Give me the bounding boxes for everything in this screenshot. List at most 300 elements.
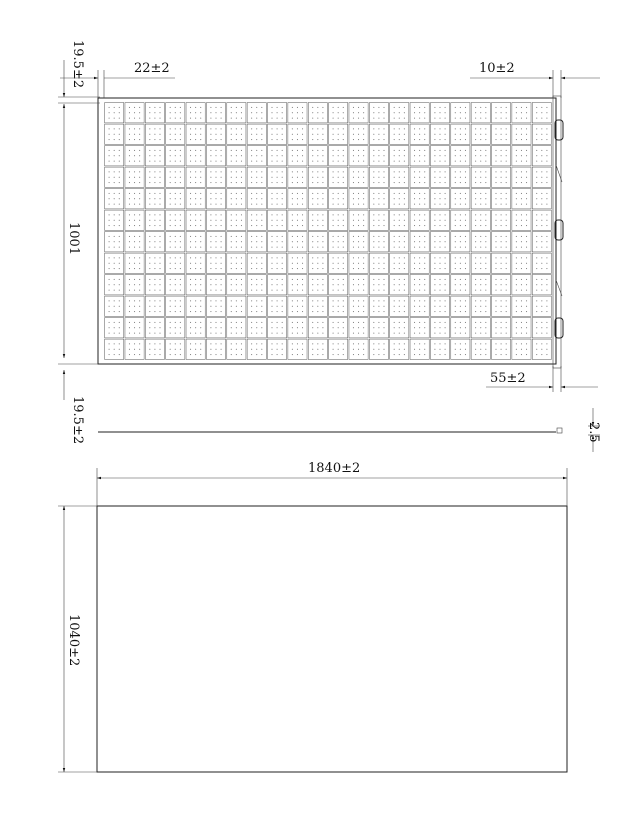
cell-dot xyxy=(475,306,476,307)
cell-dot xyxy=(231,343,232,344)
cell-dot xyxy=(180,343,181,344)
cell-dot xyxy=(343,155,344,156)
cell-dot xyxy=(190,349,191,350)
cell-dot xyxy=(180,182,181,183)
cell-dot xyxy=(353,300,354,301)
cell-dot xyxy=(119,155,120,156)
cell-dot xyxy=(404,263,405,264)
cell-dot xyxy=(190,247,191,248)
cell-dot xyxy=(383,182,384,183)
cell-dot xyxy=(159,177,160,178)
cell-dot xyxy=(302,225,303,226)
cell-dot xyxy=(215,322,216,323)
cell-dot xyxy=(516,257,517,258)
cell-dot xyxy=(271,354,272,355)
cell-dot xyxy=(256,150,257,151)
cell-dot xyxy=(119,279,120,280)
cell-dot xyxy=(180,155,181,156)
cell-dot xyxy=(297,214,298,215)
cell-dot xyxy=(343,322,344,323)
cell-dot xyxy=(419,349,420,350)
cell-dot xyxy=(501,327,502,328)
cell-dot xyxy=(282,128,283,129)
cell-dot xyxy=(546,311,547,312)
cell-dot xyxy=(134,193,135,194)
cell-dot xyxy=(180,257,181,258)
cell-dot xyxy=(404,214,405,215)
cell-dot xyxy=(231,107,232,108)
cell-dot xyxy=(241,161,242,162)
cell-dot xyxy=(271,268,272,269)
cell-dot xyxy=(119,134,120,135)
cell-dot xyxy=(175,322,176,323)
cell-dot xyxy=(378,241,379,242)
cell-dot xyxy=(159,225,160,226)
cell-dot xyxy=(399,349,400,350)
cell-dot xyxy=(175,193,176,194)
cell-dot xyxy=(221,193,222,194)
cell-dot xyxy=(373,247,374,248)
cell-dot xyxy=(170,134,171,135)
cell-dot xyxy=(236,263,237,264)
cell-dot xyxy=(271,247,272,248)
cell-dot xyxy=(261,128,262,129)
cell-dot xyxy=(485,107,486,108)
cell-dot xyxy=(292,236,293,237)
cell-dot xyxy=(333,236,334,237)
cell-dot xyxy=(261,155,262,156)
cell-dot xyxy=(139,139,140,140)
cell-dot xyxy=(455,290,456,291)
cell-dot xyxy=(383,284,384,285)
cell-dot xyxy=(445,257,446,258)
cell-dot xyxy=(221,155,222,156)
cell-dot xyxy=(236,354,237,355)
cell-dot xyxy=(394,139,395,140)
cell-dot xyxy=(119,118,120,119)
cell-dot xyxy=(292,279,293,280)
cell-dot xyxy=(465,290,466,291)
cell-dot xyxy=(297,225,298,226)
cell-dot xyxy=(506,161,507,162)
cell-dot xyxy=(312,112,313,113)
cell-dot xyxy=(302,171,303,172)
cell-dot xyxy=(317,236,318,237)
cell-dot xyxy=(251,322,252,323)
cell-dot xyxy=(231,155,232,156)
cell-dot xyxy=(485,257,486,258)
cell-dot xyxy=(419,204,420,205)
cell-dot xyxy=(373,333,374,334)
cell-dot xyxy=(271,284,272,285)
cell-dot xyxy=(215,290,216,291)
cell-dot xyxy=(241,354,242,355)
cell-dot xyxy=(297,241,298,242)
cell-dot xyxy=(109,155,110,156)
cell-dot xyxy=(149,263,150,264)
cell-dot xyxy=(114,257,115,258)
cell-dot xyxy=(154,198,155,199)
cell-dot xyxy=(383,247,384,248)
cell-dot xyxy=(394,284,395,285)
cell-dot xyxy=(343,257,344,258)
cell-dot xyxy=(139,241,140,242)
cell-dot xyxy=(419,263,420,264)
cell-dot xyxy=(236,241,237,242)
cell-dot xyxy=(159,241,160,242)
cell-dot xyxy=(363,327,364,328)
cell-dot xyxy=(526,220,527,221)
cell-dot xyxy=(139,182,140,183)
cell-dot xyxy=(210,257,211,258)
cell-dot xyxy=(190,171,191,172)
cell-dot xyxy=(231,182,232,183)
cell-dot xyxy=(317,279,318,280)
cell-dot xyxy=(506,193,507,194)
cell-dot xyxy=(134,182,135,183)
cell-dot xyxy=(190,306,191,307)
cell-dot xyxy=(434,171,435,172)
cell-dot xyxy=(383,306,384,307)
cell-dot xyxy=(445,290,446,291)
cell-dot xyxy=(363,161,364,162)
cell-dot xyxy=(231,128,232,129)
cell-dot xyxy=(373,306,374,307)
cell-dot xyxy=(485,322,486,323)
cell-dot xyxy=(343,333,344,334)
cell-dot xyxy=(322,349,323,350)
cell-dot xyxy=(480,214,481,215)
cell-dot xyxy=(338,177,339,178)
cell-dot xyxy=(139,112,140,113)
cell-dot xyxy=(495,107,496,108)
cell-dot xyxy=(521,198,522,199)
cell-dot xyxy=(149,128,150,129)
cell-dot xyxy=(445,354,446,355)
cell-dot xyxy=(445,268,446,269)
cell-dot xyxy=(322,300,323,301)
cell-dot xyxy=(175,107,176,108)
cell-dot xyxy=(521,220,522,221)
cell-dot xyxy=(277,349,278,350)
cell-dot xyxy=(378,155,379,156)
cell-dot xyxy=(501,322,502,323)
cell-dot xyxy=(277,214,278,215)
cell-dot xyxy=(333,182,334,183)
cell-dot xyxy=(445,349,446,350)
cell-dot xyxy=(236,333,237,334)
cell-dot xyxy=(541,236,542,237)
cell-dot xyxy=(271,193,272,194)
cell-dot xyxy=(210,236,211,237)
cell-dot xyxy=(353,268,354,269)
cell-dot xyxy=(210,204,211,205)
cell-dot xyxy=(343,134,344,135)
cell-dot xyxy=(414,198,415,199)
cell-dot xyxy=(139,354,140,355)
cell-dot xyxy=(292,134,293,135)
cell-dot xyxy=(134,134,135,135)
cell-dot xyxy=(383,198,384,199)
cell-dot xyxy=(312,134,313,135)
cell-dot xyxy=(338,193,339,194)
cell-dot xyxy=(231,177,232,178)
cell-dot xyxy=(455,220,456,221)
cell-dot xyxy=(215,311,216,312)
cell-dot xyxy=(485,112,486,113)
cell-dot xyxy=(200,349,201,350)
cell-dot xyxy=(404,150,405,151)
cell-dot xyxy=(236,155,237,156)
cell-dot xyxy=(159,150,160,151)
cell-dot xyxy=(221,290,222,291)
cell-dot xyxy=(475,171,476,172)
cell-dot xyxy=(455,182,456,183)
cell-dot xyxy=(338,311,339,312)
cell-dot xyxy=(521,150,522,151)
cell-dot xyxy=(231,279,232,280)
cell-dot xyxy=(256,306,257,307)
cell-dot xyxy=(414,204,415,205)
cell-dot xyxy=(129,139,130,140)
cell-dot xyxy=(424,300,425,301)
cell-dot xyxy=(114,150,115,151)
cell-dot xyxy=(541,128,542,129)
cell-dot xyxy=(546,354,547,355)
cell-dot xyxy=(434,118,435,119)
cell-dot xyxy=(129,193,130,194)
cell-dot xyxy=(475,300,476,301)
cell-dot xyxy=(221,214,222,215)
cell-dot xyxy=(317,220,318,221)
cell-dot xyxy=(445,107,446,108)
cell-dot xyxy=(134,306,135,307)
cell-dot xyxy=(546,118,547,119)
cell-dot xyxy=(434,241,435,242)
cell-dot xyxy=(134,128,135,129)
cell-dot xyxy=(373,241,374,242)
cell-dot xyxy=(277,241,278,242)
cell-dot xyxy=(363,150,364,151)
cell-dot xyxy=(134,214,135,215)
cell-dot xyxy=(465,118,466,119)
cell-dot xyxy=(399,279,400,280)
cell-dot xyxy=(251,268,252,269)
cell-dot xyxy=(180,311,181,312)
cell-dot xyxy=(526,225,527,226)
cell-dot xyxy=(419,290,420,291)
cell-dot xyxy=(109,161,110,162)
cell-dot xyxy=(378,118,379,119)
cell-dot xyxy=(373,322,374,323)
cell-dot xyxy=(506,107,507,108)
cell-dot xyxy=(455,193,456,194)
cell-dot xyxy=(271,204,272,205)
cell-dot xyxy=(119,241,120,242)
cell-dot xyxy=(480,134,481,135)
cell-dot xyxy=(424,107,425,108)
cell-dot xyxy=(277,155,278,156)
cell-dot xyxy=(480,354,481,355)
cell-dot xyxy=(460,327,461,328)
cell-dot xyxy=(541,182,542,183)
cell-dot xyxy=(190,198,191,199)
cell-dot xyxy=(521,193,522,194)
cell-dot xyxy=(271,306,272,307)
cell-dot xyxy=(241,322,242,323)
cell-dot xyxy=(215,300,216,301)
cell-dot xyxy=(424,327,425,328)
cell-dot xyxy=(282,354,283,355)
cell-dot xyxy=(134,322,135,323)
cell-dot xyxy=(455,118,456,119)
cell-dot xyxy=(297,306,298,307)
cell-dot xyxy=(109,284,110,285)
cell-dot xyxy=(190,333,191,334)
cell-dot xyxy=(536,306,537,307)
cell-dot xyxy=(292,290,293,291)
cell-dot xyxy=(439,306,440,307)
cell-dot xyxy=(434,177,435,178)
dim-height: 1001 xyxy=(66,222,81,256)
cell-dot xyxy=(353,107,354,108)
cell-dot xyxy=(414,134,415,135)
cell-dot xyxy=(109,150,110,151)
cell-dot xyxy=(546,284,547,285)
cell-dot xyxy=(455,155,456,156)
cell-dot xyxy=(536,311,537,312)
cell-dot xyxy=(536,182,537,183)
cell-dot xyxy=(414,333,415,334)
cell-dot xyxy=(159,118,160,119)
cell-dot xyxy=(114,290,115,291)
cell-dot xyxy=(241,311,242,312)
cell-dot xyxy=(399,257,400,258)
cell-dot xyxy=(302,306,303,307)
cell-dot xyxy=(292,263,293,264)
cell-dot xyxy=(363,300,364,301)
cell-dot xyxy=(419,241,420,242)
cell-dot xyxy=(485,300,486,301)
cell-dot xyxy=(338,322,339,323)
cell-dot xyxy=(485,128,486,129)
cell-dot xyxy=(516,107,517,108)
cell-dot xyxy=(546,204,547,205)
cell-dot xyxy=(343,107,344,108)
cell-dot xyxy=(322,150,323,151)
cell-dot xyxy=(338,214,339,215)
cell-dot xyxy=(190,343,191,344)
cell-dot xyxy=(241,177,242,178)
cell-dot xyxy=(119,284,120,285)
cell-dot xyxy=(282,300,283,301)
cell-dot xyxy=(541,193,542,194)
cell-dot xyxy=(506,300,507,301)
cell-dot xyxy=(251,198,252,199)
cell-dot xyxy=(236,118,237,119)
cell-dot xyxy=(546,279,547,280)
cell-dot xyxy=(134,247,135,248)
cell-dot xyxy=(373,107,374,108)
cell-dot xyxy=(526,257,527,258)
cell-dot xyxy=(282,333,283,334)
cell-dot xyxy=(338,279,339,280)
cell-dot xyxy=(516,279,517,280)
cell-dot xyxy=(317,171,318,172)
cell-dot xyxy=(180,225,181,226)
cell-dot xyxy=(195,198,196,199)
cell-dot xyxy=(292,268,293,269)
cell-dot xyxy=(149,118,150,119)
cell-dot xyxy=(434,225,435,226)
cell-dot xyxy=(516,171,517,172)
cell-dot xyxy=(297,263,298,264)
cell-dot xyxy=(495,241,496,242)
cell-dot xyxy=(292,284,293,285)
cell-dot xyxy=(485,150,486,151)
cell-dot xyxy=(378,107,379,108)
cell-dot xyxy=(399,354,400,355)
cell-dot xyxy=(139,107,140,108)
cell-dot xyxy=(495,327,496,328)
cell-dot xyxy=(210,220,211,221)
cell-dot xyxy=(277,225,278,226)
cell-dot xyxy=(455,268,456,269)
cell-dot xyxy=(439,177,440,178)
cell-dot xyxy=(455,343,456,344)
cell-dot xyxy=(521,182,522,183)
cell-dot xyxy=(256,300,257,301)
cell-dot xyxy=(215,279,216,280)
cell-dot xyxy=(154,354,155,355)
cell-dot xyxy=(485,311,486,312)
cell-dot xyxy=(221,257,222,258)
cell-dot xyxy=(221,322,222,323)
cell-dot xyxy=(353,112,354,113)
cell-dot xyxy=(297,343,298,344)
cell-dot xyxy=(383,257,384,258)
cell-dot xyxy=(460,134,461,135)
cell-dot xyxy=(516,284,517,285)
cell-dot xyxy=(516,161,517,162)
cell-dot xyxy=(541,220,542,221)
cell-dot xyxy=(119,311,120,312)
cell-dot xyxy=(119,236,120,237)
cell-dot xyxy=(526,284,527,285)
cell-dot xyxy=(175,204,176,205)
cell-dot xyxy=(236,139,237,140)
cell-dot xyxy=(373,134,374,135)
cell-dot xyxy=(516,343,517,344)
cell-dot xyxy=(200,290,201,291)
cell-dot xyxy=(261,284,262,285)
cell-dot xyxy=(353,322,354,323)
cell-dot xyxy=(149,322,150,323)
cell-dot xyxy=(495,128,496,129)
cell-dot xyxy=(480,171,481,172)
cell-dot xyxy=(506,284,507,285)
cell-dot xyxy=(333,112,334,113)
cell-dot xyxy=(210,327,211,328)
cell-dot xyxy=(394,263,395,264)
cell-dot xyxy=(215,177,216,178)
cell-dot xyxy=(373,311,374,312)
cell-dot xyxy=(394,354,395,355)
cell-dot xyxy=(394,198,395,199)
cell-dot xyxy=(277,333,278,334)
cell-dot xyxy=(358,182,359,183)
cell-dot xyxy=(460,290,461,291)
